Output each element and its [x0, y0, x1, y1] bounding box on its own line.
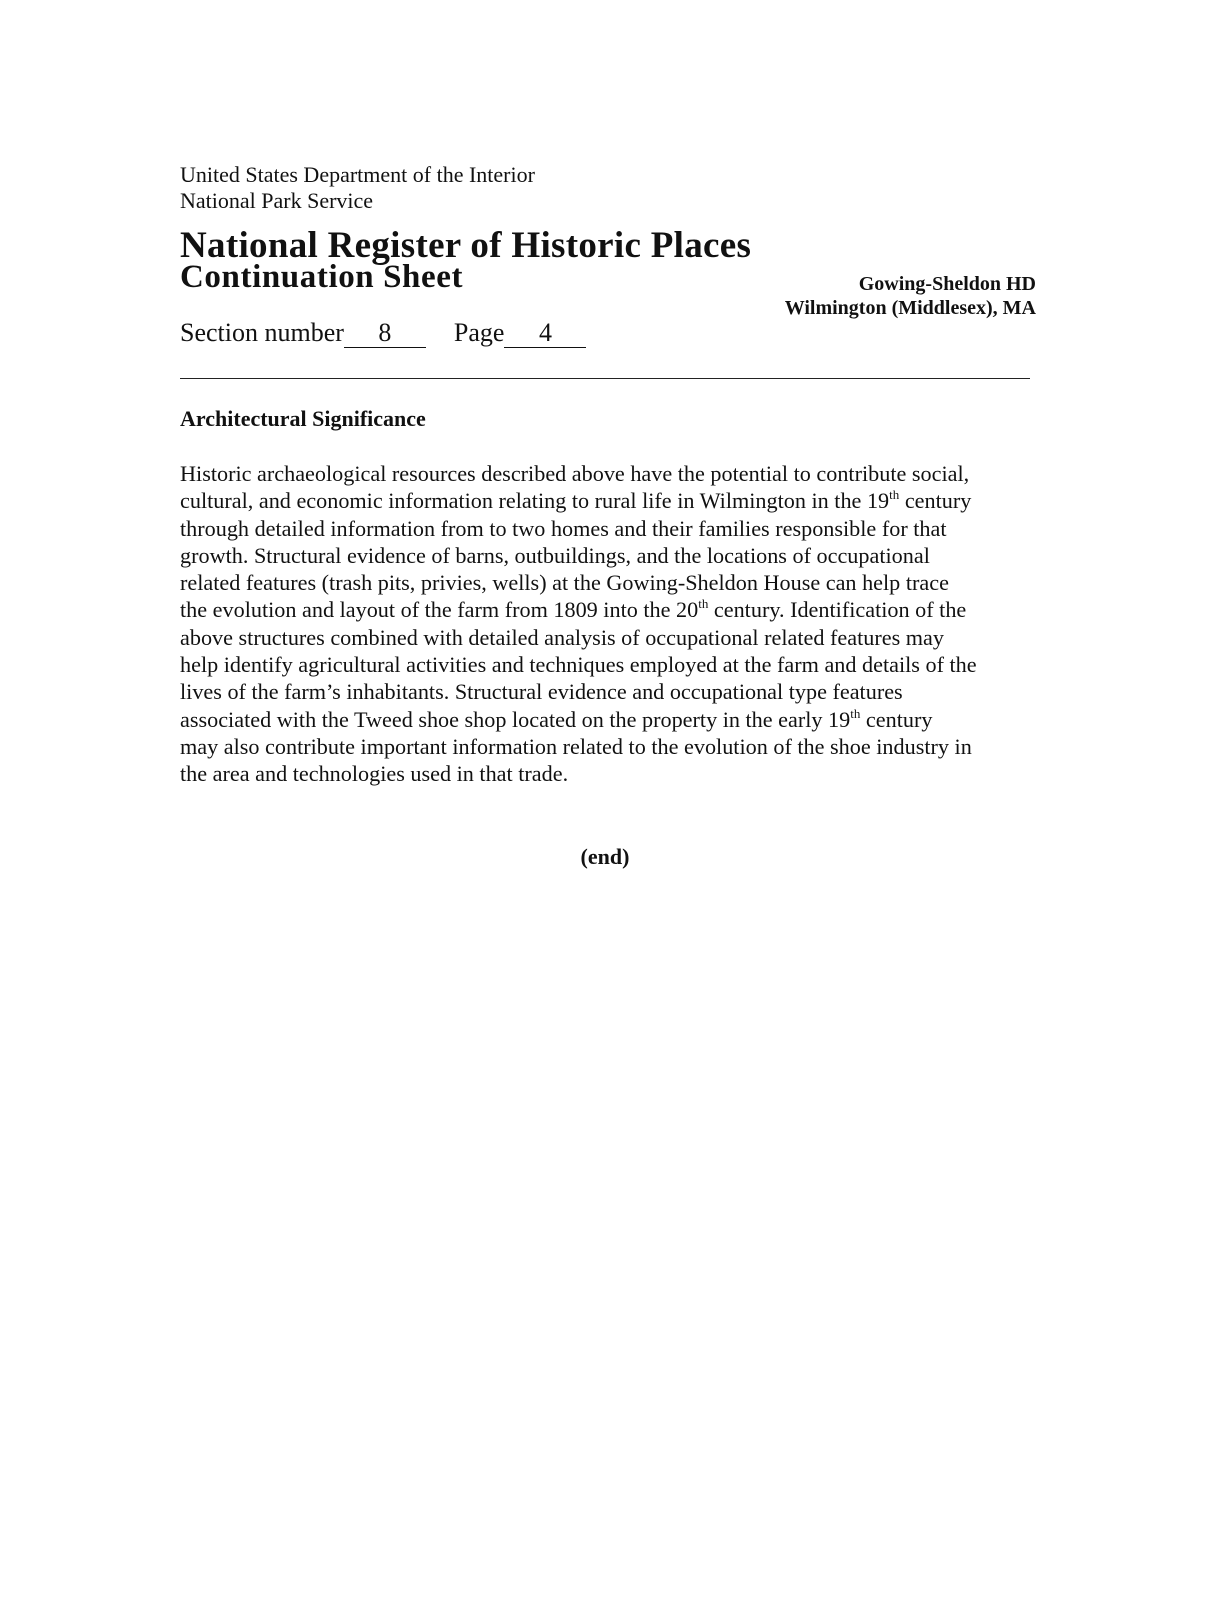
paragraph-line: associated with the Tweed shoe shop located on the property in the early 19th century [180, 705, 933, 732]
paragraph-line: the evolution and layout of the farm from 1809 into the 20th century. Identification of the [180, 596, 967, 623]
paragraph-line: the area and technologies used in that trade. [180, 761, 569, 787]
paragraph-line: Historic archaeological resources described above have the potential to contribute social, [180, 461, 970, 486]
paragraph-line: help identify agricultural activities and techniques employed at the farm and details of the [180, 652, 977, 678]
agency-header [180, 162, 535, 214]
property-location: Wilmington (Middlesex), MA [784, 297, 1036, 319]
paragraph-line: growth. Structural evidence of barns, outbuildings, and the locations of occupational [180, 542, 930, 568]
paragraph-line: lives of the farm’s inhabitants. Structural evidence and occupational type features [180, 679, 903, 705]
property-info [785, 272, 1036, 320]
form-title [180, 225, 752, 295]
section-page-line [180, 318, 586, 348]
form-title-line-2: Continuation Sheet [180, 259, 464, 295]
service-name: National Park Service [180, 188, 374, 213]
form-title-line-1: National Register of Historic Places [180, 225, 752, 266]
horizontal-rule [180, 378, 1030, 379]
property-name: Gowing-Sheldon HD [858, 273, 1036, 295]
paragraph-line: through detailed information from to two homes and their families responsible for that [180, 515, 947, 541]
paragraph-line: cultural, and economic information relating to rural life in Wilmington in the 19th century [180, 487, 972, 514]
section-number-label: Section number [180, 318, 344, 347]
section-number-value: 8 [344, 321, 426, 348]
end-marker: (end) [580, 844, 630, 869]
section-heading: Architectural Significance [180, 406, 426, 431]
page-number-value: 4 [504, 321, 586, 348]
department-name: United States Department of the Interior [180, 162, 535, 187]
paragraph-line: related features (trash pits, privies, wells) at the Gowing-Sheldon House can help trace [180, 570, 949, 596]
paragraph-line: may also contribute important information related to the evolution of the shoe industry in [180, 733, 972, 759]
paragraph-line: above structures combined with detailed analysis of occupational related features may [180, 624, 944, 650]
page-label: Page [453, 318, 505, 347]
body-paragraph [180, 460, 1040, 788]
